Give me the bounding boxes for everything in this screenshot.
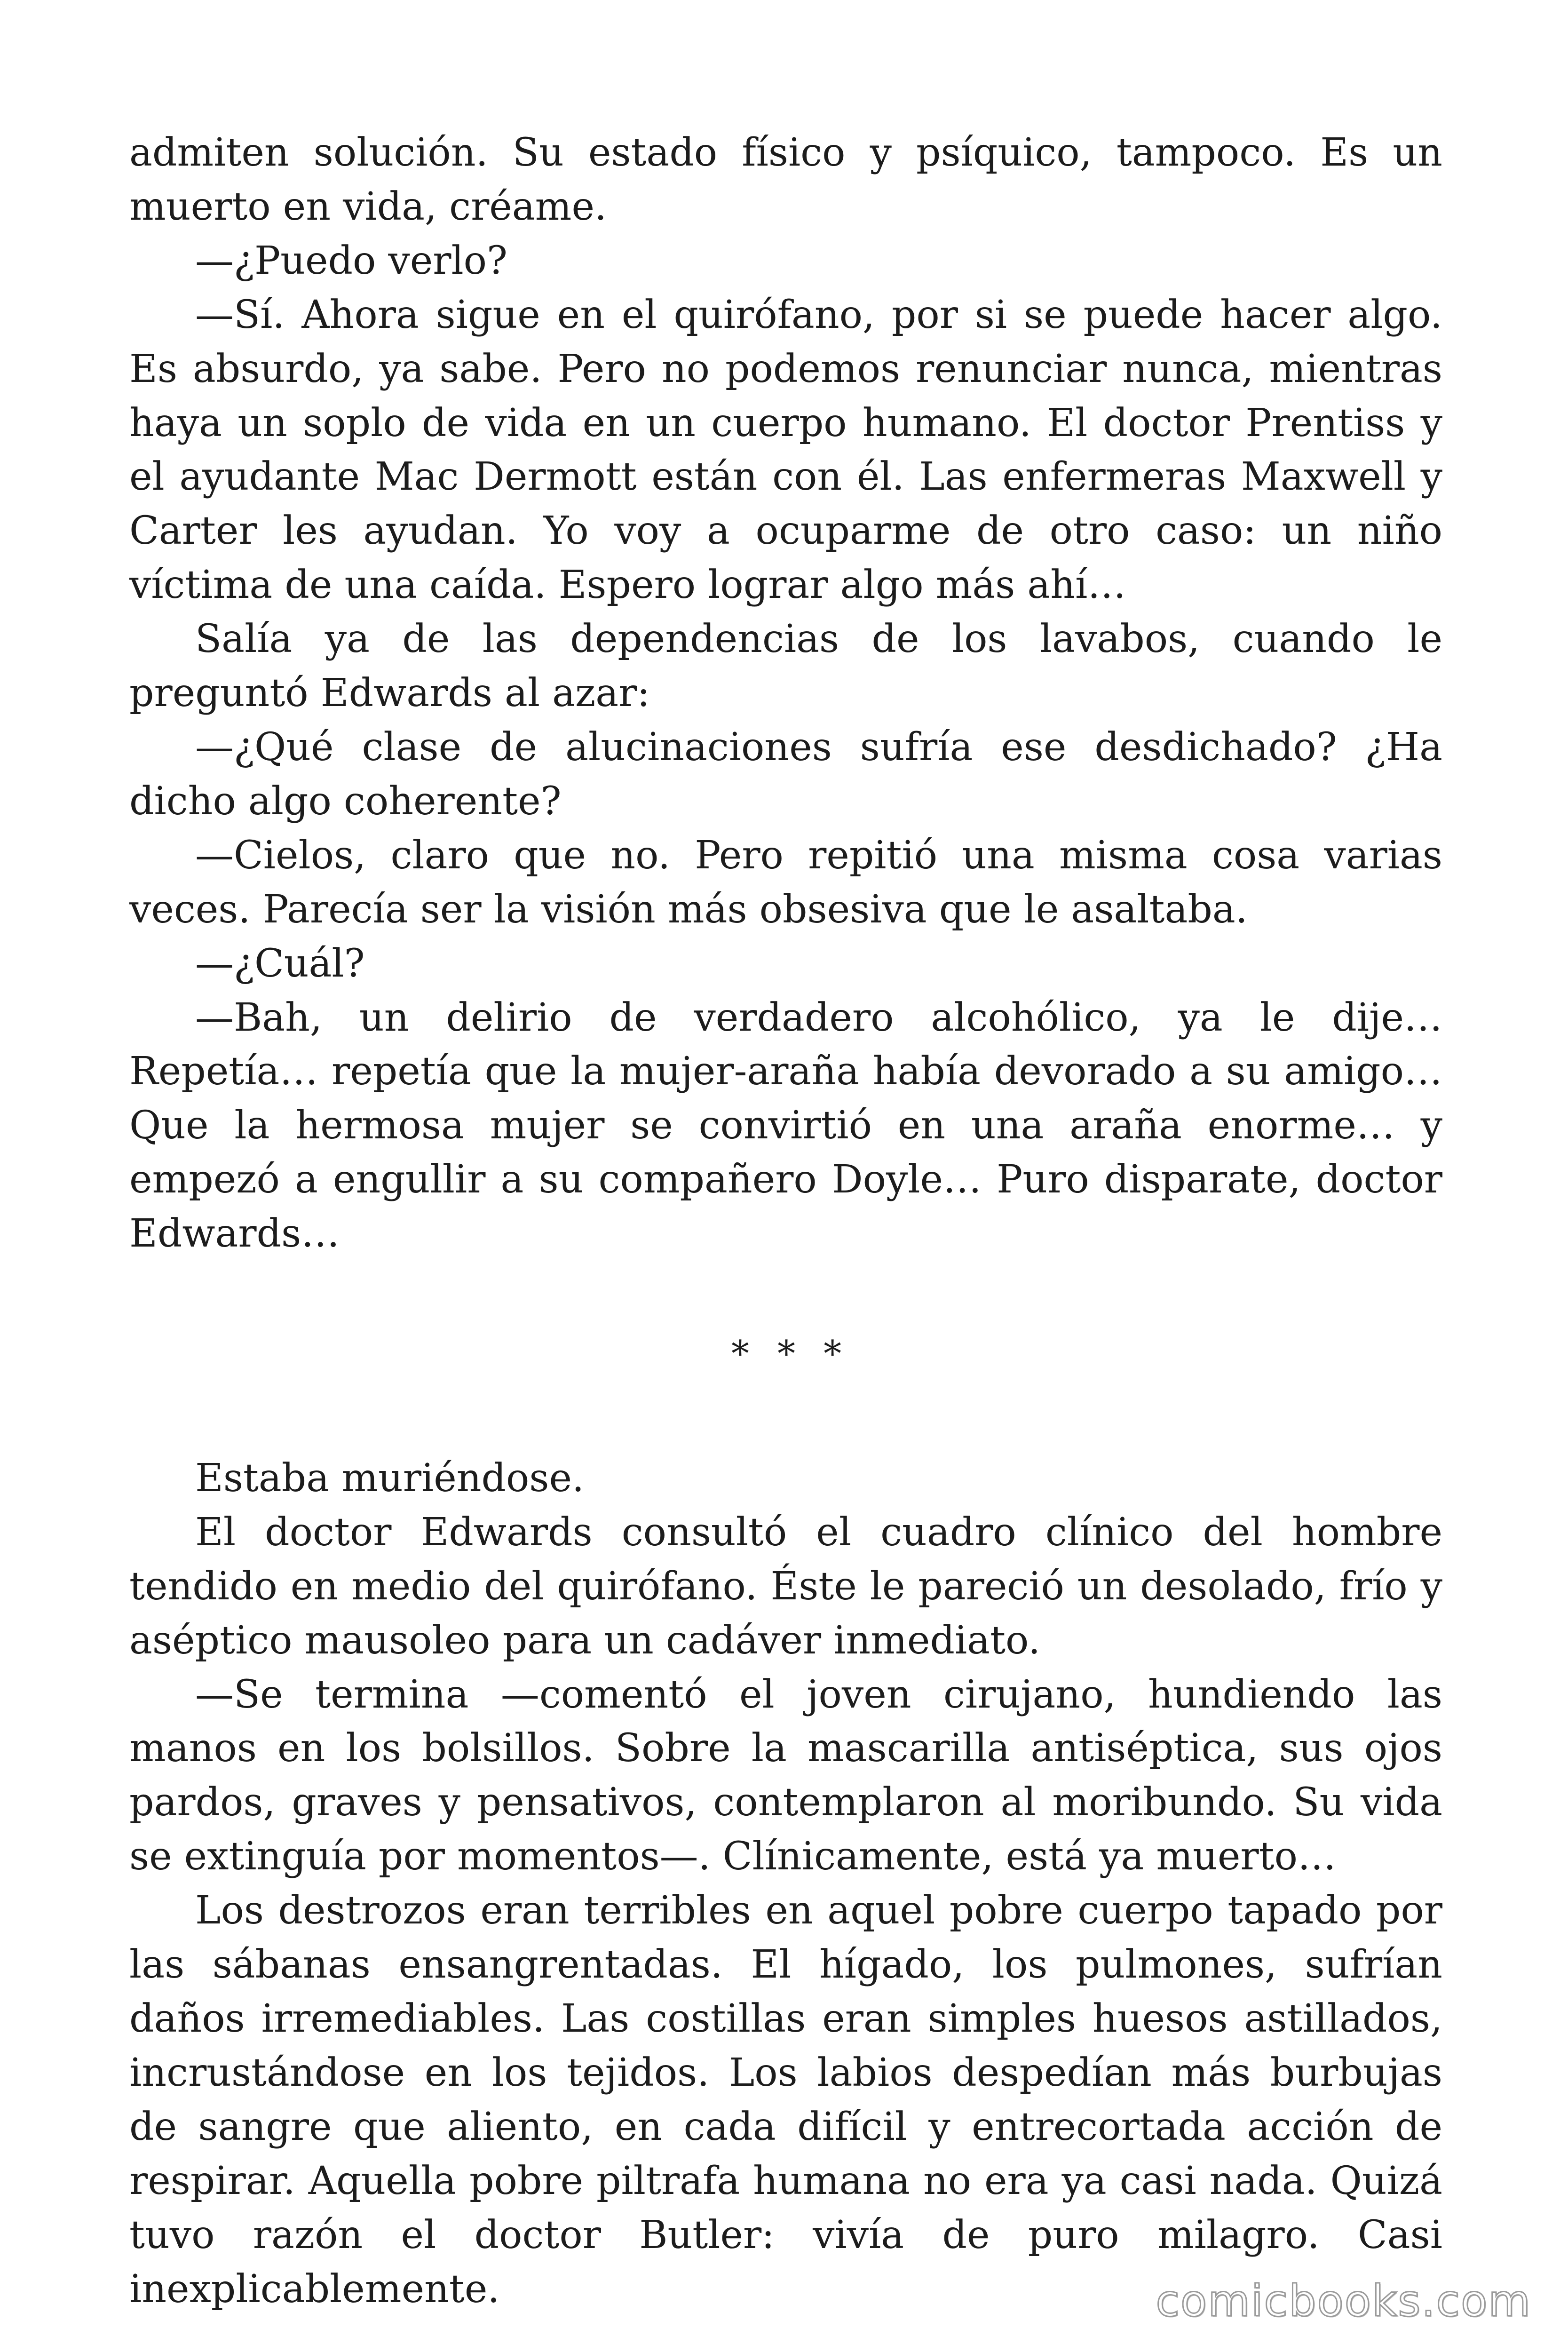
paragraph: Salía ya de las dependencias de los lavabos, cuando le preguntó Edwards al azar: (129, 617, 1442, 716)
paragraph: —Sí. Ahora sigue en el quirófano, por si se puede hacer algo. Es absurdo, ya sabe. Pero no podemos renunciar nunca, mientras haya un soplo de vida en un cuerpo humano. El doctor Prentiss y el ayudante Mac Dermott están con él. Las enfermeras Maxwell y Carter les ayudan. Yo voy a ocuparme de otro caso: un niño víctima de una caída. Espero lograr algo más ahí… (129, 292, 1442, 608)
paragraph: —¿Qué clase de alucinaciones sufría ese desdichado? ¿Ha dicho algo coherente? (129, 724, 1442, 824)
paragraph: —Cielos, claro que no. Pero repitió una misma cosa varias veces. Parecía ser la visión más obsesiva que le asaltaba. (129, 833, 1442, 932)
paragraph: —Bah, un delirio de verdadero alcohólico, ya le dije… Repetía… repetía que la mujer-araña había devorado a su amigo… Que la hermosa mujer se convirtió en una araña enorme… y empezó a engullir a su compañero Doyle… Puro disparate, doctor Edwards… (129, 995, 1442, 1256)
paragraph: admiten solución. Su estado físico y psíquico, tampoco. Es un muerto en vida, créame. (129, 130, 1442, 229)
paragraph: Estaba muriéndose. (195, 1455, 585, 1501)
section-gap (129, 1381, 1442, 1452)
book-page (129, 126, 1442, 2316)
paragraph: —¿Puedo verlo? (195, 238, 508, 283)
paragraph: —Se termina —comentó el joven cirujano, hundiendo las manos en los bolsillos. Sobre la mascarilla antiséptica, sus ojos pardos, graves y pensativos, contemplaron al moribundo. Su vida se extinguía por momentos—. Clínicamente, está ya muerto… (129, 1672, 1442, 1879)
paragraph: —¿Cuál? (195, 941, 365, 986)
paragraph: El doctor Edwards consultó el cuadro clínico del hombre tendido en medio del quirófano. Éste le pareció un desolado, frío y aséptico mausoleo para un cadáver inmediato. (129, 1510, 1442, 1663)
paragraph: Los destrozos eran terribles en aquel pobre cuerpo tapado por las sábanas ensangrentadas. El hígado, los pulmones, sufrían daños irremediables. Las costillas eran simples huesos astillados, incrustándose en los tejidos. Los labios despedían más burbujas de sangre que aliento, en cada difícil y entrecortada acción de respirar. Aquella pobre piltrafa humana no era ya casi nada. Quizá tuvo razón el doctor Butler: vivía de puro milagro. Casi inexplicablemente. (129, 1888, 1442, 2312)
watermark-logo: comicbooks.com (1156, 2276, 1531, 2326)
section-separator: * * * (731, 1333, 850, 1375)
